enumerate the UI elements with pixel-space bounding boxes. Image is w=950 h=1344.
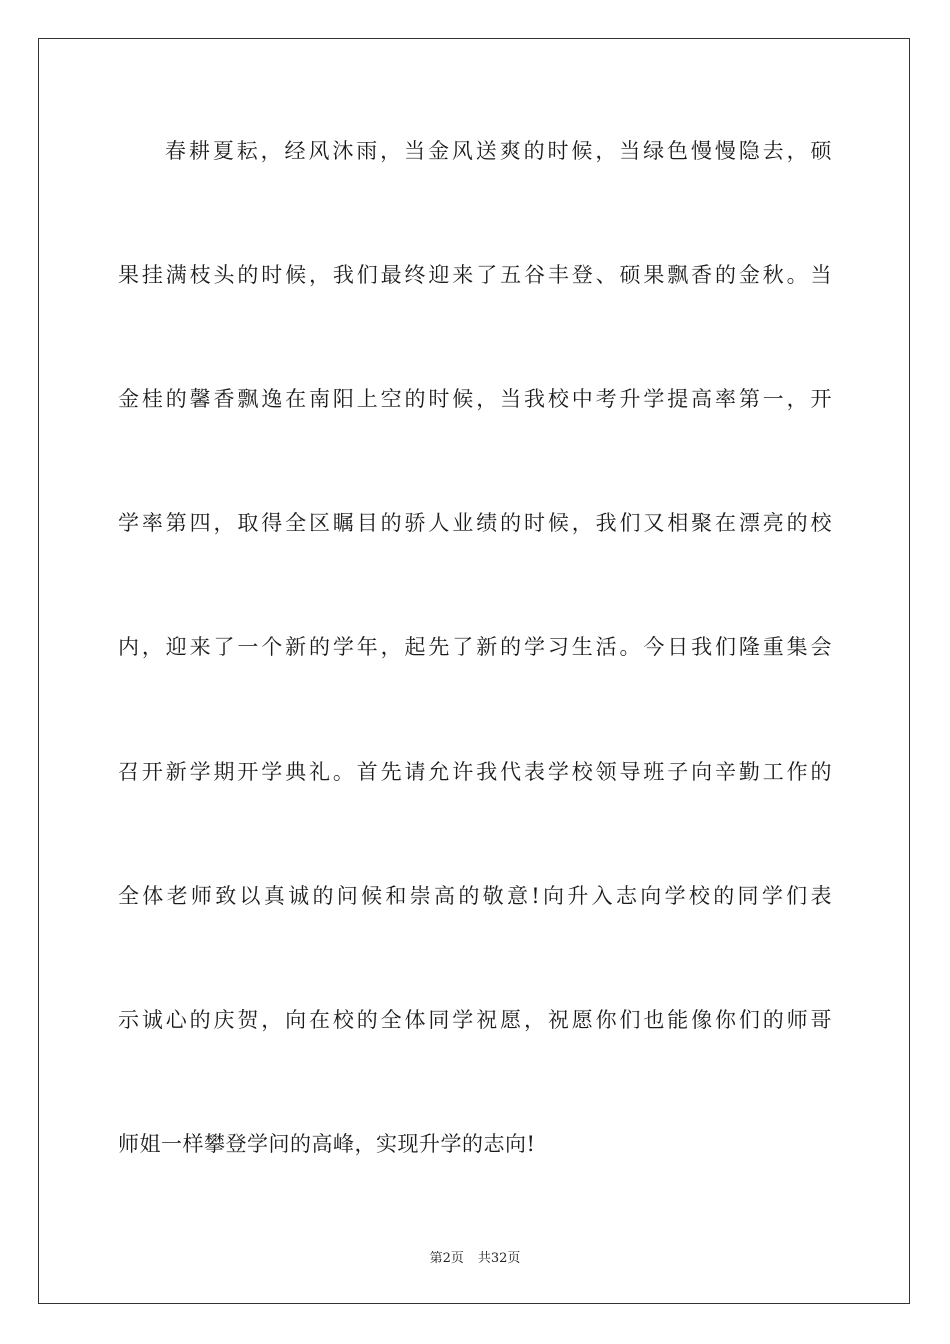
paragraph-line-4: 学率第四，取得全区瞩目的骄人业绩的时候，我们又相聚在漂亮的校	[118, 511, 832, 535]
paragraph-line-6: 召开新学期开学典礼。首先请允许我代表学校领导班子向辛勤工作的	[118, 760, 832, 784]
paragraph-line-8: 示诚心的庆贺，向在校的全体同学祝愿，祝愿你们也能像你们的师哥	[118, 1008, 832, 1032]
paragraph-line-7: 全体老师致以真诚的问候和崇高的敬意!向升入志向学校的同学们表	[118, 884, 832, 908]
page-footer	[0, 1247, 950, 1266]
paragraph-line-9: 师姐一样攀登学问的高峰，实现升学的志向!	[118, 1132, 536, 1156]
paragraph-line-2: 果挂满枝头的时候，我们最终迎来了五谷丰登、硕果飘香的金秋。当	[118, 263, 832, 287]
page-number: 第2页	[429, 1251, 464, 1266]
page-total: 共32页	[477, 1251, 521, 1266]
paragraph-line-3: 金桂的馨香飘逸在南阳上空的时候，当我校中考升学提高率第一，开	[118, 387, 832, 411]
paragraph-line-1: 春耕夏耘，经风沐雨，当金风送爽的时候，当绿色慢慢隐去，硕	[165, 139, 832, 163]
page-border	[38, 38, 910, 1304]
paragraph-line-5: 内，迎来了一个新的学年，起先了新的学习生活。今日我们隆重集会	[118, 635, 832, 659]
